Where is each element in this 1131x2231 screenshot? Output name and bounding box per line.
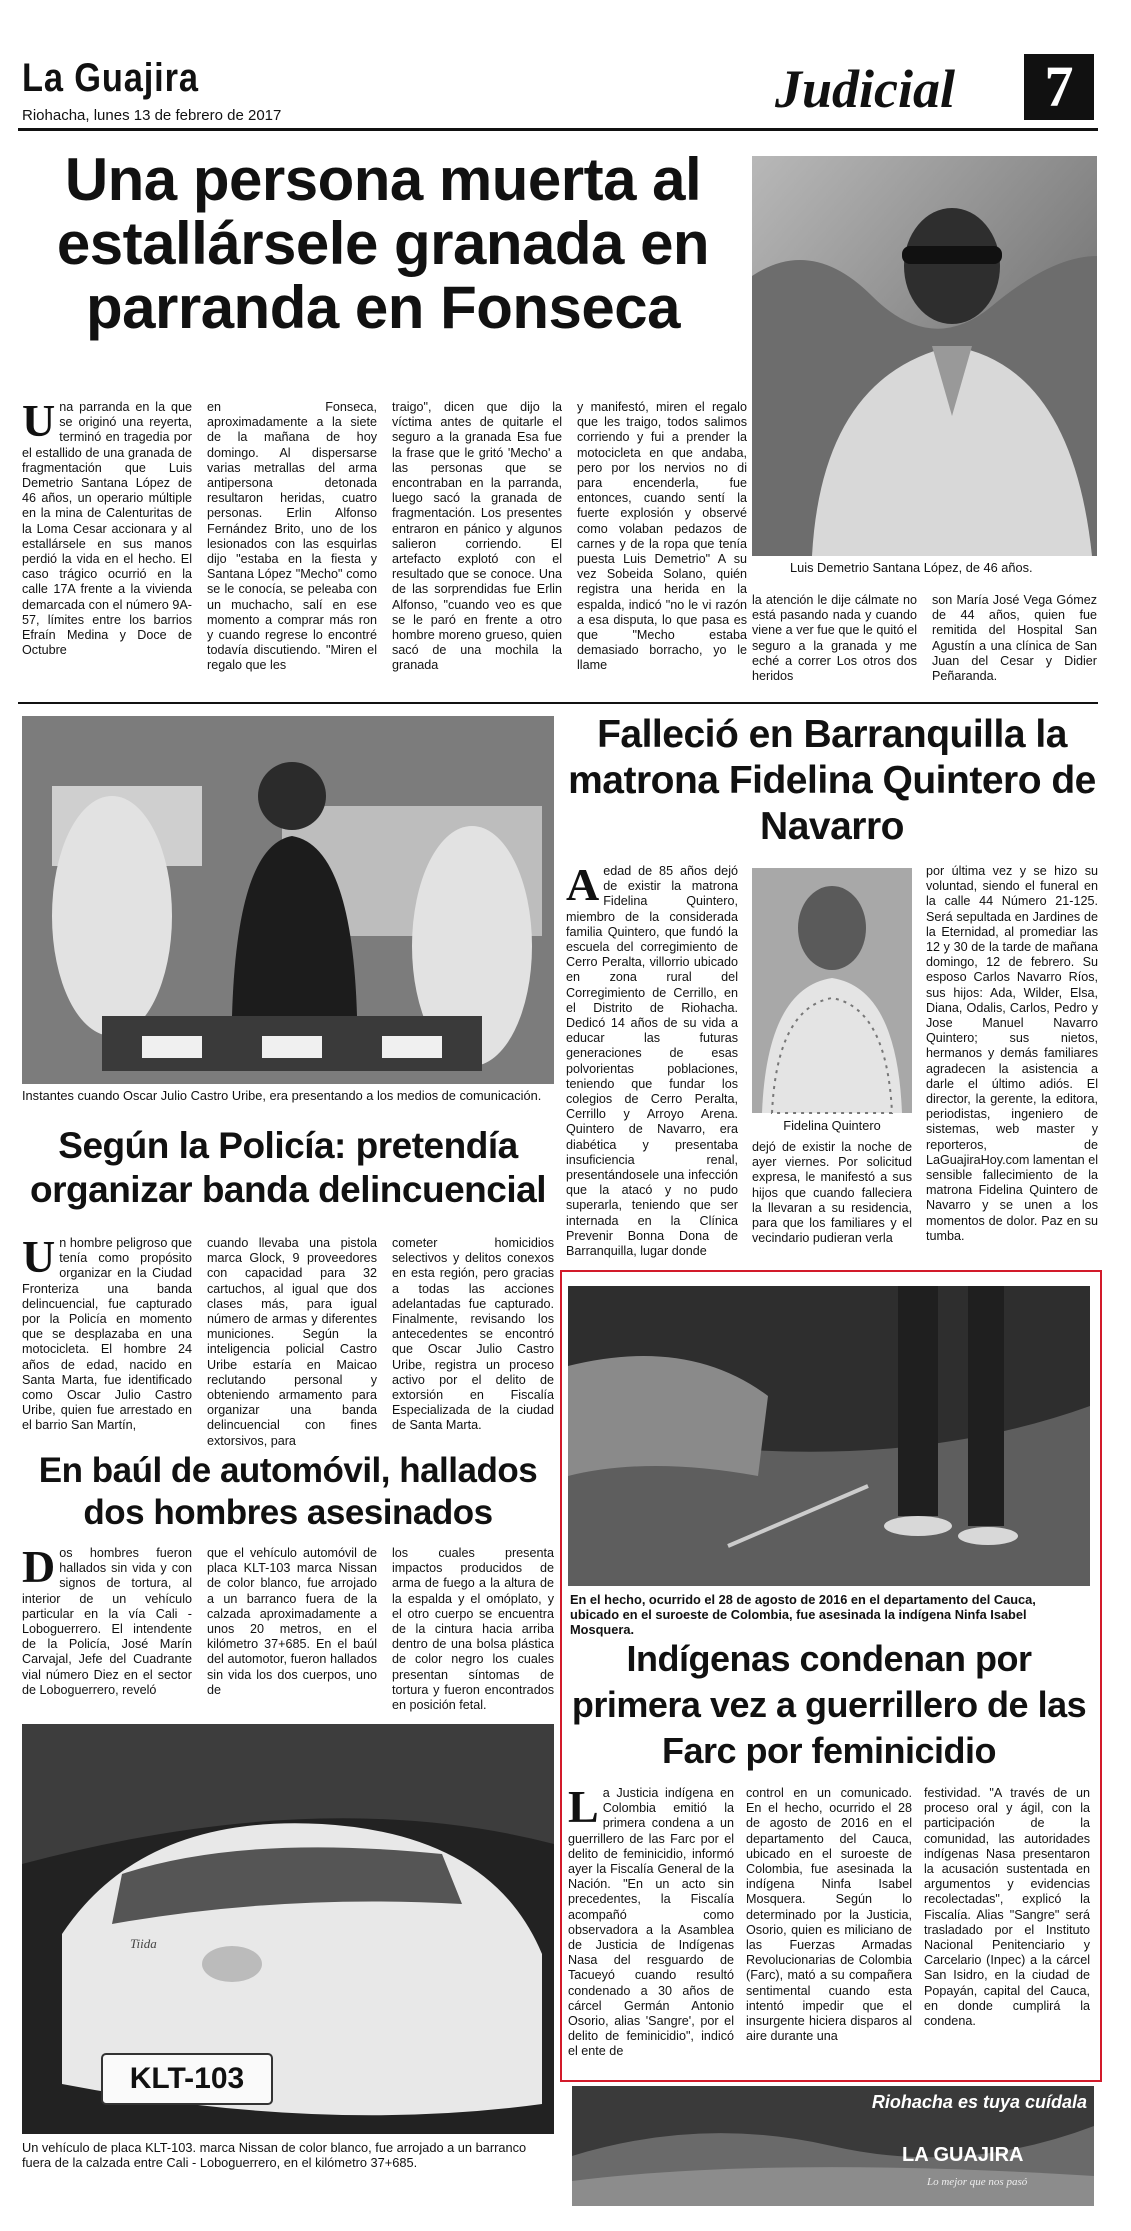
story3-dropcap: A [566, 859, 600, 910]
section-divider-1 [18, 702, 1098, 704]
page-number: 7 [1024, 54, 1094, 120]
story5-dropcap: L [568, 1781, 599, 1832]
section-title: Judicial [775, 59, 956, 119]
story5-photo [568, 1286, 1090, 1586]
publication-date: Riohacha, lunes 13 de febrero de 2017 [22, 107, 282, 124]
story2-headline: Según la Policía: pretendía organizar banda delincuencial [30, 1125, 546, 1210]
story4-column-3: los cuales presenta impactos producidos de arma de fuego a la altura de la espalda y el omóplato, y el otro cuerpo se encuentra de la cintura hacia arriba dentro de una bolsa plástica de color negro los cuales presentan síntomas de tortura y fueron encontrados en posición fetal. [392, 1546, 554, 1713]
story3-photo-caption: Fidelina Quintero [783, 1118, 881, 1133]
story5-headline: Indígenas condenan por primera vez a guerrillero de las Farc por feminicidio [571, 1638, 1087, 1771]
story3-headline: Falleció en Barranquilla la matrona Fidelina Quintero de Navarro [568, 713, 1096, 848]
story2-dropcap: U [22, 1231, 56, 1282]
story3-photo [752, 868, 912, 1113]
story2-photo-caption: Instantes cuando Oscar Julio Castro Uribe, era presentando a los medios de comunicación. [22, 1088, 542, 1103]
story4-photo [22, 1724, 554, 2134]
story2-photo [22, 716, 554, 1084]
story1-column-2: en Fonseca, aproximadamente a la siete de la mañana de hoy domingo. Al dispersarse varias metrallas del arma antipersona detonada resultaron heridas, cuatro personas. Erlin Alfonso Fernández Brito, uno de los lesionados con las esquirlas dijo "estaba en la fiesta y Santana López "Mecho" como se le conocía, se peleaba con un muchacho, salí en ese momento a comprar más ron y cuando regrese lo encontré todavía discutiendo. "Miren el regalo que les [207, 400, 377, 673]
advertisement[interactable] [572, 2086, 1094, 2206]
story1-headline: Una persona muerta al estallársele granada en parranda en Fonseca [56, 146, 710, 341]
story1-column-6: son María José Vega Gómez de 44 años, quien fue remitida del Hospital San Agustín a una clínica de San Juan del Cesar y Didier Peñaranda. [932, 593, 1097, 684]
story3-column-2: dejó de existir la noche de ayer viernes. Por solicitud expresa, le manifestó a sus hijos que cuando falleciera la llevaran a su residencia, para que los familiares y el vecindario pudieran verla [752, 1140, 912, 1246]
story2-column-3: cometer homicidios selectivos y delitos conexos en esta región, pero gracias a todas las acciones adelantadas fue capturado. Finalmente, revisando los antecedentes se encontró que Oscar Julio Castro Uribe, registra un proceso activo por el delito de extorsión en Fiscalía Especializada de la ciudad de Santa Marta. [392, 1236, 554, 1433]
car-model-badge: Tiida [130, 1936, 157, 1951]
story1-column-3: traigo", dicen que dijo la víctima antes de quitarle el seguro a la granada Esa fue la frase que le gritó 'Mecho' a las personas que se encontraban en la parranda, luego sacó la granada de fragmentación. Los presentes entraron en pánico y algunos salieron corriendo. El artefacto explotó con el resultado que se conoce. Una de las sorprendidas fue Erlin Alfonso, "cuando veo es que se le paró en frente a otro hombre moreno grueso, quien sacó de una mochila la granada [392, 400, 562, 673]
story5-column-1: La Justicia indígena en Colombia emitió la primera condena a un guerrillero de las Farc por el delito de feminicidio, informó ayer la Fiscalía General de la Nación. "En un acto sin precedentes, la Fiscalía acompañó como observadora a la Asamblea de Justicia de Indígenas Nasa del resguardo de Tacueyó cuando resultó condenado a 30 años de cárcel Germán Antonio Osorio, alias 'Sangre', por el delito de feminicidio", indicó el ente de [568, 1781, 734, 2059]
story1-dropcap: U [22, 395, 56, 446]
license-plate: KLT-103 [129, 2062, 245, 2095]
story1-photo-caption: Luis Demetrio Santana López, de 46 años. [790, 560, 1033, 575]
story1-column-5: la atención le dije cálmate no está pasando nada y cuando viene a ver fue que le quitó el seguro a la granada y me eché a correr Los otros dos heridos [752, 593, 917, 684]
story3-column-3: por última vez y se hizo su voluntad, siendo el funeral en la calle 44 Número 21-125. Será sepultada en Jardines de la Eternidad, al promediar las 12 y 30 de la tarde de mañana domingo, 12 de febrero. Su esposo Carlos Navarro Ríos, sus hijos: Ada, Wilder, Elsa, Diana, Odalis, Carlos, Pedro y Jose Manuel Navarro Quintero; sus nietos, hermanos y demás familiares agradecen la asistencia a darle el último adiós. El director, la gerente, la editora, periodistas, ingeniero de sistemas, web master y reporteros, de LaGuajiraHoy.com lamentan el sensible fallecimiento de la matrona Fidelina Quintero de Navarro y se unen a los momentos de dolor. Paz en su tumba. [926, 864, 1098, 1243]
story1-column-4: y manifestó, miren el regalo que les traigo, todos salimos corriendo y fui a prender la motocicleta en que andaba, pero por los nervios no di para encenderla, fue entonces, cuando sentí la fuerte explosión y observé como volaban pedazos de carnes y de la ropa que tenía puesta Luis Demetrio" A su vez Sobeida Solano, quién registra una herida en la espalda, indicó "no le vi razón a esa disputa, lo que pasa es que "Mecho estaba demasiado borracho, yo le llame [577, 400, 747, 673]
story1-column-1: Una parranda en la que se originó una reyerta, terminó en tragedia por el estallido de una granada de fragmentación que Luis Demetrio Santana López de 46 años, un operario múltiple en la mina de Calenturitas de la Loma Cesar accionara y al estallársele en sus manos perdió la vida en el hecho. El caso trágico ocurrió en la calle 17A frente a la vivienda demarcada con el número 9A-57, límites entre los barrios Efraín Medina y Doce de Octubre [22, 395, 192, 658]
story5-column-2: control en un comunicado. En el hecho, ocurrido el 28 de agosto de 2016 en el departamento del Cauca, ubicado en el suroeste de Colombia, fue asesinada la indígena Ninfa Isabel Mosquera. Según lo determinado por la Justicia, Osorio, quien es miliciano de las Fuerzas Armadas Revolucionarias de Colombia (Farc), mató a su compañera sentimental cuando esta intentó impedir que el insurgente hiciera disparos al aire durante una [746, 1786, 912, 2044]
story4-column-2: que el vehículo automóvil de placa KLT-103 marca Nissan de color blanco, fue arrojado a un barranco fuera de la calzada aproximadamente a unos 20 metros, en el kilómetro 37+685. En el baúl del automotor, fueron hallados sin vida los dos cuerpos, uno de [207, 1546, 377, 1697]
ad-brand: LA GUAJIRA [902, 2144, 1024, 2166]
story1-photo [752, 156, 1097, 556]
story2-column-1: Un hombre peligroso que tenía como propósito organizar en la Ciudad Fronteriza una banda delincuencial, fue capturado por la Policía en momento que se desplazaba en una motocicleta. El hombre 24 años de edad, nacido en Santa Marta, fue identificado como Oscar Julio Castro Uribe, quien fue arrestado en el barrio San Martín, [22, 1231, 192, 1433]
newspaper-name: La Guajira [22, 56, 199, 100]
story5-column-3: festividad. "A través de un proceso oral y ágil, con la participación de la comunidad, las autoridades indígenas Nasa presentaron la acusación sustentada en argumentos y evidencias recolectadas", explicó la Fiscalía. Alias "Sangre" será trasladado por el Instituto Nacional Penitenciario y Carcelario (Inpec) a la cárcel San Isidro, en la ciudad de Popayán, capital del Cauca, en donde cumplirá la condena. [924, 1786, 1090, 2029]
story2-column-2: cuando llevaba una pistola marca Glock, 9 proveedores con capacidad para 32 cartuchos, al igual que dos clases más, para igual número de armas y diferentes municiones. Según la inteligencia policial Castro Uribe estaría en Maicao reclutando personal y obteniendo armamento para organizar una banda delincuencial con fines extorsivos, para [207, 1236, 377, 1448]
masthead-rule [18, 128, 1098, 131]
story4-headline: En baúl de automóvil, hallados dos hombres asesinados [38, 1451, 538, 1532]
story5-photo-caption: En el hecho, ocurrido el 28 de agosto de 2016 en el departamento del Cauca, ubicado en el suroeste de Colombia, fue asesinada la indígena Ninfa Isabel Mosquera. [570, 1592, 1036, 1637]
story4-photo-caption: Un vehículo de placa KLT-103. marca Nissan de color blanco, fue arrojado a un barranco fuera de la calzada entre Cali - Loboguerrero, en el kilómetro 37+685. [22, 2140, 527, 2170]
story3-column-1: Aedad de 85 años dejó de existir la matrona Fidelina Quintero, miembro de la considerada familia Quintero, que fundó la escuela del corregimiento de Cerro Peralta, villorrio ubicado en zona rural del Corregimiento de Cerrillo, en el Distrito de Riohacha. Dedicó 14 años de su vida a educar las futuras generaciones de esas polvorientas poblaciones, teniendo que fundar los colegios de Cerro Peralta, Cerrillo y Arroyo Arena. Quintero de Navarro, era diabética y presentaba insuficiencia renal, presentándosele una infección que la atacó y no pudo superarla, teniendo que ser internada en la Clínica Prevenir Bonna Dona de Barranquilla, lugar donde [566, 859, 738, 1259]
story4-column-1: Dos hombres fueron hallados sin vida y con signos de tortura, al interior de un vehículo particular en la vía Cali - Loboguerrero. El intendente de la Policía, José Marín Carvajal, Jefe del Cuadrante vial número Diez en el sector de Loboguerrero, reveló [22, 1541, 192, 1697]
ad-tagline: Lo mejor que nos pasó [927, 2176, 1028, 2188]
ad-slogan: Riohacha es tuya cuídala [871, 2092, 1087, 2112]
story4-dropcap: D [22, 1541, 56, 1592]
